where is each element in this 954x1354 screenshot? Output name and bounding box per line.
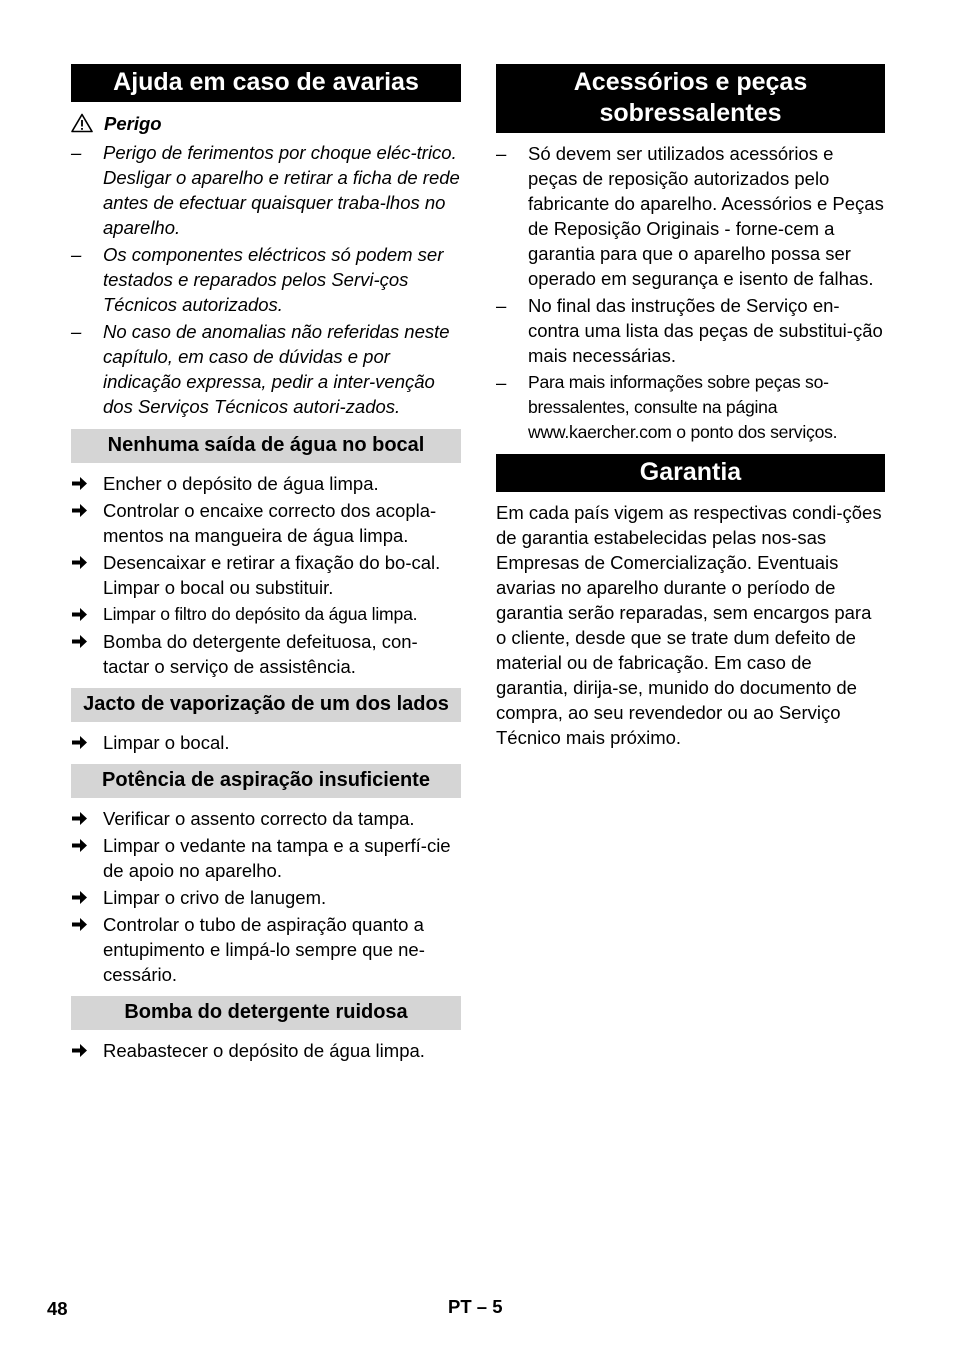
list-item	[496, 370, 885, 445]
arrow-right-icon	[71, 1042, 88, 1059]
list-item-text: Limpar o crivo de lanugem.	[103, 887, 327, 908]
page-number: 48	[47, 1298, 68, 1319]
list-item	[71, 1038, 461, 1063]
warning-label: Perigo	[104, 113, 162, 134]
subsection-title-noisy-pump: Bomba do detergente ruidosa	[71, 996, 461, 1030]
subsection-title-no-water: Nenhuma saída de água no bocal	[71, 429, 461, 463]
list-item	[71, 471, 461, 496]
list-item-text: Bomba do detergente defeituosa, con-tactar o serviço de assistência.	[103, 631, 418, 677]
arrow-right-icon	[71, 734, 88, 751]
list-item-text: Para mais informações sobre peças so-bressalentes, consulte na página www.kaercher.com o ponto dos serviços.	[528, 372, 838, 442]
danger-list	[71, 140, 461, 419]
list-item	[496, 141, 885, 291]
no-water-list	[71, 471, 461, 679]
arrow-right-icon	[71, 633, 88, 650]
list-item-text: Os componentes eléctricos só podem ser testados e reparados pelos Servi-ços Técnicos autorizados.	[103, 244, 444, 315]
list-item-text: Encher o depósito de água limpa.	[103, 473, 379, 494]
list-item	[71, 602, 461, 627]
accessories-list	[496, 141, 885, 445]
right-column	[496, 64, 885, 750]
arrow-right-icon	[71, 889, 88, 906]
list-item-text: No caso de anomalias não referidas neste capítulo, em caso de dúvidas e por indicação expressa, pedir a inter-venção dos Serviços Técnicos autori-zados.	[103, 321, 450, 417]
arrow-right-icon	[71, 475, 88, 492]
list-item-text: Só devem ser utilizados acessórios e peças de reposição autorizados pelo fabricante do aparelho. Acessórios e Peças de Reposição Originais - forne-cem a garantia para que o aparelho possa ser operado em segurança e isento de falhas.	[528, 143, 884, 289]
dash-marker	[496, 141, 528, 291]
section-title-garantia: Garantia	[496, 454, 885, 492]
list-item-text: Desligar o aparelho e retirar a ficha de rede antes de efectuar quaisquer traba-lhos no aparelho.	[103, 167, 460, 238]
list-item-text: Verificar o assento correcto da tampa.	[103, 808, 415, 829]
list-item-text: Limpar o filtro do depósito da água limpa.	[103, 604, 418, 624]
list-item-text: Limpar o vedante na tampa e a superfí-cie de apoio no aparelho.	[103, 835, 451, 881]
subsection-title-suction-power: Potência de aspiração insuficiente	[71, 764, 461, 798]
arrow-right-icon	[71, 916, 88, 933]
arrow-right-icon	[71, 502, 88, 519]
dash-marker	[496, 293, 528, 368]
dash-marker	[71, 319, 103, 419]
section-title-acessorios: Acessórios e peças sobressalentes	[496, 64, 885, 133]
list-item	[71, 885, 461, 910]
list-item	[71, 550, 461, 600]
suction-power-list	[71, 806, 461, 987]
arrow-right-icon	[71, 606, 88, 623]
list-item-text: Controlar o tubo de aspiração quanto a entupimento e limpá-lo sempre que ne-cessário.	[103, 914, 425, 985]
warranty-text: Em cada país vigem as respectivas condi-ções de garantia estabelecidas pelas nos-sas Empresas de Comercialização. Eventuais avarias no aparelho durante o período de garantia serão reparadas, sem encargos para o cliente, desde que se trate dum defeito de material ou de fabricação. Em caso de garantia, dirija-se, munido do documento de compra, ao seu revendedor ou ao Serviço Técnico mais próximo.	[496, 502, 882, 748]
subsection-title-one-sided-spray: Jacto de vaporização de um dos lados	[71, 688, 461, 722]
list-item-text: Controlar o encaixe correcto dos acopla-mentos na mangueira de água limpa.	[103, 500, 437, 546]
dash-marker	[71, 140, 103, 240]
section-page-label: PT – 5	[448, 1296, 503, 1317]
section-title-ajuda: Ajuda em caso de avarias	[71, 64, 461, 102]
warning-block	[71, 110, 461, 138]
list-item	[71, 730, 461, 755]
arrow-right-icon	[71, 810, 88, 827]
arrow-right-icon	[71, 837, 88, 854]
list-item	[71, 912, 461, 987]
list-item	[71, 833, 461, 883]
warning-triangle-icon	[71, 113, 93, 133]
dash-marker	[71, 242, 103, 317]
one-sided-spray-list	[71, 730, 461, 755]
list-item-text: Desencaixar e retirar a fixação do bo-cal. Limpar o bocal ou substituir.	[103, 552, 441, 598]
list-item	[71, 806, 461, 831]
list-item-text: Reabastecer o depósito de água limpa.	[103, 1040, 425, 1061]
list-item-text: Limpar o bocal.	[103, 732, 230, 753]
list-item	[71, 242, 461, 317]
arrow-right-icon	[71, 554, 88, 571]
left-column	[71, 64, 461, 1063]
noisy-pump-list	[71, 1038, 461, 1063]
list-item	[71, 498, 461, 548]
list-item	[71, 140, 461, 240]
list-item-text: Perigo de ferimentos por choque eléc-trico.	[103, 142, 457, 163]
list-item	[71, 629, 461, 679]
list-item-text: No final das instruções de Serviço en-contra uma lista das peças de substitui-ção mais necessárias.	[528, 295, 883, 366]
list-item	[496, 293, 885, 368]
dash-marker	[496, 370, 528, 445]
list-item	[71, 319, 461, 419]
